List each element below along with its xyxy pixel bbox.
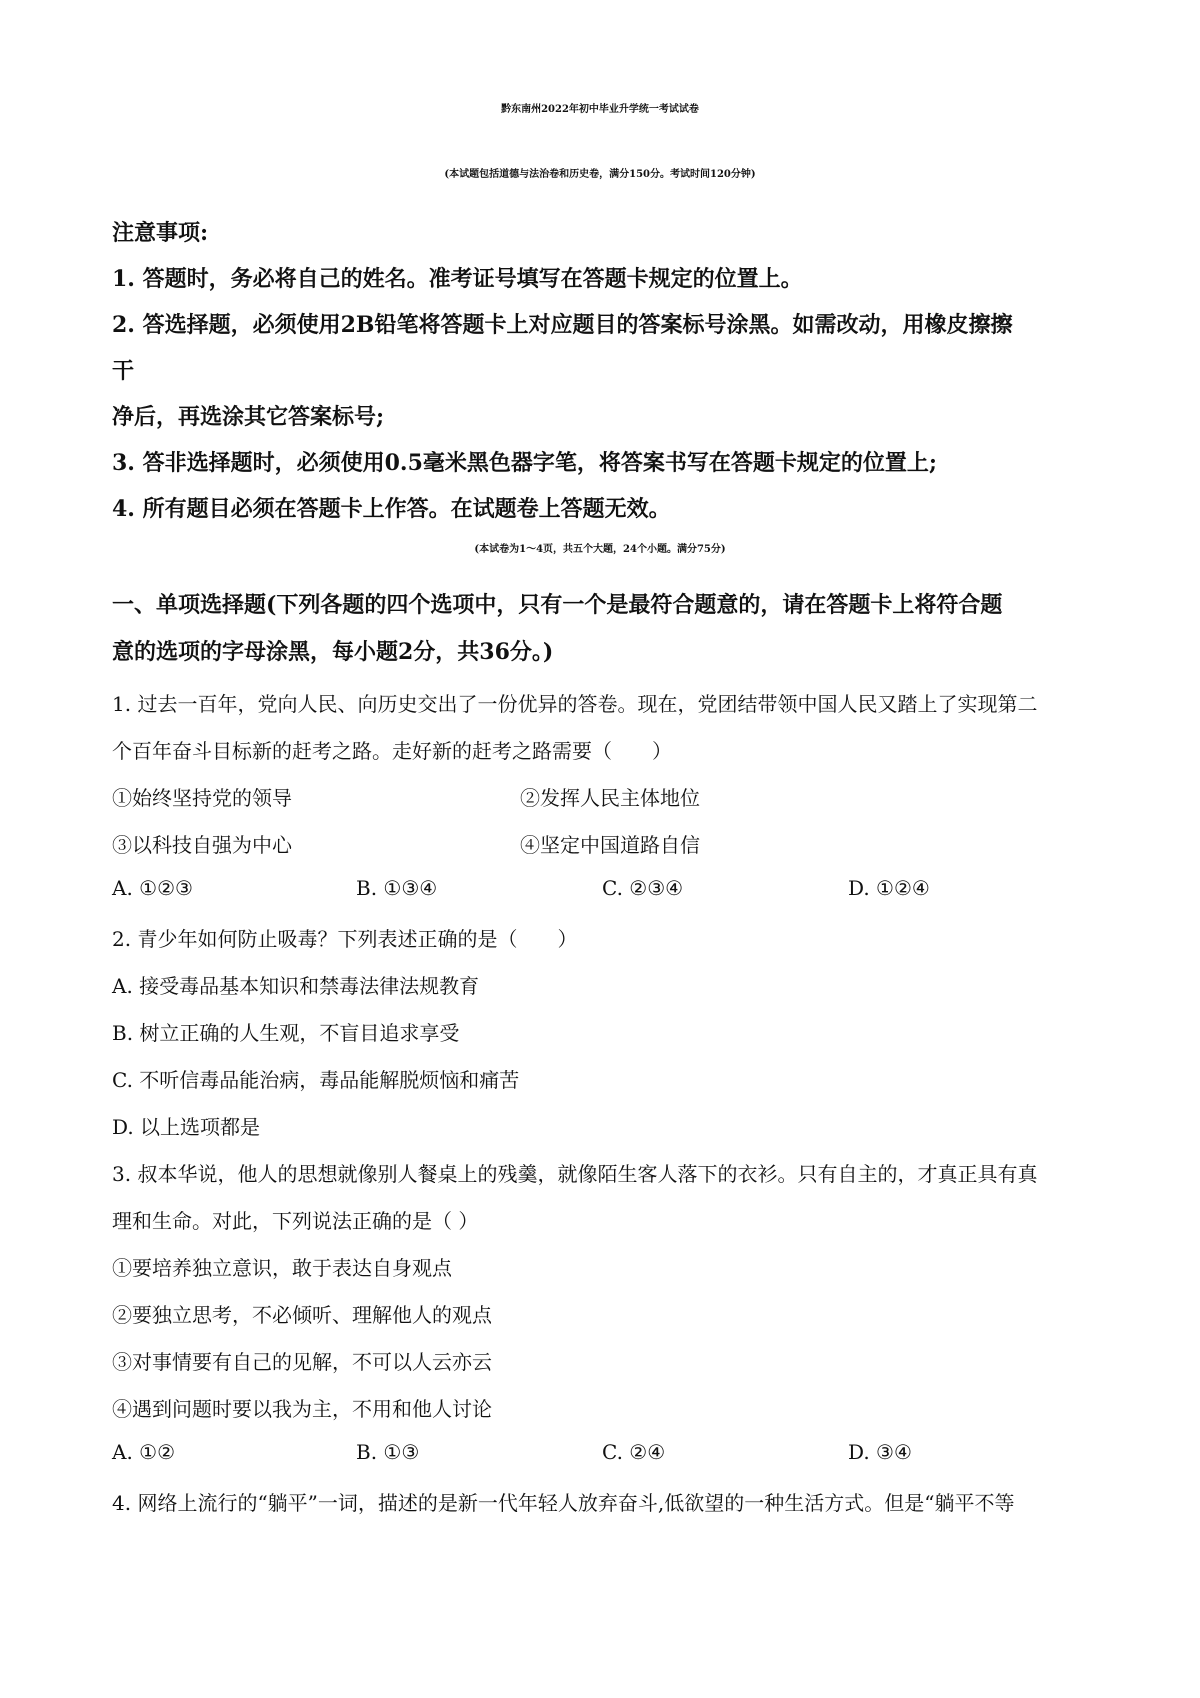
question-4-stem: 4. 网络上流行的“躺平”一词，描述的是新一代年轻人放弃奋斗,低欲望的一种生活方式。但是“躺平不等 xyxy=(112,1491,1015,1515)
question-3-stem: 3. 叔本华说，他人的思想就像别人餐桌上的残羹，就像陌生客人落下的衣衫。只有自主的，才真正具有真 xyxy=(112,1162,1038,1186)
notice-item-3: 3. 答非选择题时，必须使用0.5毫米黑色器字笔，将答案书写在答题卡规定的位置上; xyxy=(112,450,938,476)
notice-heading: 注意事项: xyxy=(112,220,209,246)
question-2-option-d: D. 以上选项都是 xyxy=(112,1115,261,1139)
question-3-stem-cont: 理和生命。对此，下列说法正确的是（ ） xyxy=(112,1209,479,1233)
question-1-statement-4: ④坚定中国道路自信 xyxy=(520,833,700,857)
question-1-stem-cont: 个百年奋斗目标新的赶考之路。走好新的赶考之路需要（ ） xyxy=(112,739,672,763)
question-3-statement-1: ①要培养独立意识，敢于表达自身观点 xyxy=(112,1256,452,1280)
question-1-statement-3: ③以科技自强为中心 xyxy=(112,833,292,857)
question-3-option-b: B. ①③ xyxy=(356,1440,420,1464)
question-1-option-c: C. ②③④ xyxy=(602,876,684,900)
question-1-statement-1: ①始终坚持党的领导 xyxy=(112,786,292,810)
section-1-heading: 一、单项选择题(下列各题的四个选项中，只有一个是最符合题意的，请在答题卡上将符合题 xyxy=(112,592,1003,618)
question-2-option-a: A. 接受毒品基本知识和禁毒法律法规教育 xyxy=(112,974,480,998)
notice-item-2-cont: 干 xyxy=(112,358,135,384)
notice-item-1: 1. 答题时，务必将自己的姓名。准考证号填写在答题卡规定的位置上。 xyxy=(112,266,803,292)
question-2-option-b: B. 树立正确的人生观，不盲目追求享受 xyxy=(112,1021,460,1045)
notice-item-2: 2. 答选择题，必须使用2B铅笔将答题卡上对应题目的答案标号涂黑。如需改动，用橡皮擦擦 xyxy=(112,312,1013,338)
page-title: 黔东南州2022年初中毕业升学统一考试试卷 xyxy=(501,104,699,115)
section-1-heading-cont: 意的选项的字母涂黑，每小题2分，共36分。) xyxy=(112,639,554,665)
page-subtitle: (本试题包括道德与法治卷和历史卷，满分150分。考试时间120分钟) xyxy=(444,169,756,180)
question-3-statement-3: ③对事情要有自己的见解，不可以人云亦云 xyxy=(112,1350,492,1374)
notice-item-4: 4. 所有题目必须在答题卡上作答。在试题卷上答题无效。 xyxy=(112,496,671,522)
question-3-option-a: A. ①② xyxy=(112,1440,176,1464)
notice-item-2-cont2: 净后，再选涂其它答案标号; xyxy=(112,404,385,430)
question-1-stem: 1. 过去一百年，党向人民、向历史交出了一份优异的答卷。现在，党团结带领中国人民又踏上了实现第二 xyxy=(112,692,1038,716)
question-1-option-d: D. ①②④ xyxy=(848,876,930,900)
question-1-option-b: B. ①③④ xyxy=(356,876,438,900)
question-1-statement-2: ②发挥人民主体地位 xyxy=(520,786,700,810)
question-3-option-d: D. ③④ xyxy=(848,1440,912,1464)
question-3-option-c: C. ②④ xyxy=(602,1440,666,1464)
question-2-option-c: C. 不听信毒品能治病，毒品能解脱烦恼和痛苦 xyxy=(112,1068,520,1092)
question-3-statement-4: ④遇到问题时要以我为主，不用和他人讨论 xyxy=(112,1397,492,1421)
paper-scope: (本试卷为1～4页，共五个大题，24个小题。满分75分) xyxy=(474,544,726,555)
question-1-option-a: A. ①②③ xyxy=(112,876,193,900)
question-3-statement-2: ②要独立思考，不必倾听、理解他人的观点 xyxy=(112,1303,492,1327)
question-2-stem: 2. 青少年如何防止吸毒？下列表述正确的是（ ） xyxy=(112,927,578,951)
